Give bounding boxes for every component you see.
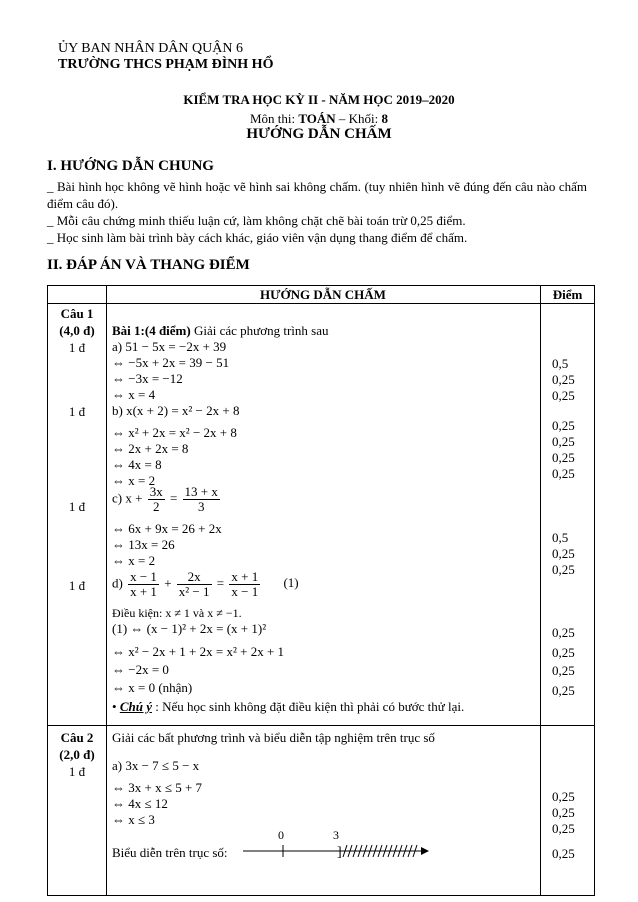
q1d-condition: Điều kiện: x ≠ 1 và x ≠ −1.	[112, 606, 242, 620]
col-header-guide: HƯỚNG DẪN CHẤM	[260, 287, 386, 302]
q1b-line-2: ⇔ x² + 2x = x² − 2x + 8	[112, 425, 237, 440]
note-label: Chú ý	[119, 699, 152, 714]
q1a-line-3: ⇔ −3x = −12	[112, 371, 183, 386]
number-line	[243, 840, 433, 860]
q2-score-3: 0,25	[552, 821, 575, 836]
fraction-denominator: x − 1	[231, 584, 259, 599]
q1-intro	[112, 322, 328, 339]
q1c-line-3: ⇔ x = 2	[112, 553, 156, 568]
q1a-line-1: a) 51 − 5x = −2x + 39	[112, 339, 227, 354]
q1c-fraction-1	[148, 485, 165, 514]
col-divider-1	[106, 286, 107, 895]
q1b-score-3: 0,25	[552, 450, 575, 465]
q1d-fraction-2	[177, 570, 212, 599]
equals-sign: =	[169, 490, 178, 506]
fraction-denominator: 3	[197, 499, 205, 514]
q1b-score-4: 0,25	[552, 466, 575, 481]
section2-title: II. ĐÁP ÁN VÀ THANG ĐIỂM	[47, 257, 250, 273]
q2-total: (2,0 đ)	[59, 747, 95, 762]
exam-subject	[0, 111, 638, 127]
fraction-denominator: 2	[152, 499, 160, 514]
section1-line-2: _ Mỗi câu chứng minh thiếu luận cứ, làm không chặt chẽ bài toán trừ 0,25 điểm.	[47, 213, 466, 228]
q1c-points: 1 đ	[68, 499, 86, 514]
col-divider-2	[540, 286, 541, 895]
q2-axis-label: Biểu diễn trên trục số:	[112, 845, 228, 860]
q1b-line-3: ⇔ 2x + 2x = 8	[112, 441, 189, 456]
fraction-numerator: 2x	[177, 570, 212, 585]
grade-value: 8	[381, 111, 389, 126]
q1-intro-text: Giải các phương trình sau	[190, 323, 329, 338]
q2a-line-2: ⇔ 3x + x ≤ 5 + 7	[112, 780, 203, 795]
subject-prefix: Môn thi:	[249, 111, 299, 126]
q1a-score-1: 0,5	[552, 356, 569, 371]
q2a-line-1: a) 3x − 7 ≤ 5 − x	[112, 758, 200, 773]
q1d-line-2: ⇔ x² − 2x + 1 + 2x = x² + 2x + 1	[112, 644, 285, 659]
q1d-score-4: 0,25	[552, 683, 575, 698]
fraction-numerator: 3x	[149, 484, 163, 499]
subject-name: TOÁN	[298, 111, 336, 126]
q1-intro-bold: Bài 1:(4 điểm)	[112, 323, 191, 338]
axis-tick-label-0: 0	[278, 828, 284, 842]
q2-score-4: 0,25	[552, 846, 575, 861]
q1b-score-1: 0,25	[552, 418, 575, 433]
q1c-line-2: ⇔ 13x = 26	[112, 537, 175, 552]
q1d-fraction-3	[229, 570, 260, 599]
q1d-equation	[112, 570, 299, 599]
q1a-points: 1 đ	[68, 340, 86, 355]
q1c-prefix: c) x +	[112, 490, 143, 506]
fraction-numerator: x + 1	[231, 569, 259, 584]
header-divider	[48, 303, 594, 304]
q1c-score-3: 0,25	[552, 562, 575, 577]
school-name: TRƯỜNG THCS PHẠM ĐÌNH HỔ	[58, 57, 274, 72]
section1-line-3: _ Học sinh làm bài trình bày cách khác, giáo viên vận dụng thang điểm để chấm.	[47, 230, 468, 245]
fraction-denominator: x² − 1	[178, 584, 210, 599]
q1b-line-4: ⇔ 4x = 8	[112, 457, 162, 472]
plus-sign: +	[164, 575, 172, 591]
fraction-numerator: 13 + x	[184, 484, 218, 499]
q1c-fraction-2	[183, 485, 220, 514]
q1b-line-1: b) x(x + 2) = x² − 2x + 8	[112, 403, 240, 418]
equals-sign: =	[216, 575, 225, 591]
arrow-icon	[421, 847, 429, 855]
q2a-line-4: ⇔ x ≤ 3	[112, 812, 155, 827]
q1b-points: 1 đ	[68, 404, 86, 419]
q2-score-2: 0,25	[552, 805, 575, 820]
q1d-score-3: 0,25	[552, 663, 575, 678]
tick-three-bracket: ]	[337, 845, 342, 860]
q1-label: Câu 1	[60, 306, 94, 321]
q1a-line-2: ⇔ −5x + 2x = 39 − 51	[112, 355, 230, 370]
section1-line-1: _ Bài hình học không vẽ hình hoặc vẽ hình sai không chấm. (tuy nhiên hình vẽ đúng đến câu nào chấm điểm câu đó).	[47, 179, 587, 211]
q1c-score-1: 0,5	[552, 530, 569, 545]
q2-label: Câu 2	[60, 730, 94, 745]
q1a-line-4: ⇔ x = 4	[112, 387, 156, 402]
fraction-denominator: x + 1	[130, 584, 157, 599]
q2a-points: 1 đ	[68, 764, 86, 779]
q1d-prefix: d)	[112, 575, 123, 591]
q1-total: (4,0 đ)	[59, 323, 95, 338]
q1d-line-1: (1) ⇔ (x − 1)² + 2x = (x + 1)²	[112, 621, 267, 636]
answer-table	[47, 285, 595, 896]
q1c-score-2: 0,25	[552, 546, 575, 561]
q1d-tag: (1)	[283, 575, 299, 591]
q1d-fraction-1	[128, 570, 159, 599]
axis-tick-label-3: 3	[333, 828, 339, 842]
fraction-numerator: x − 1	[130, 569, 157, 584]
q1a-score-3: 0,25	[552, 388, 575, 403]
exam-title: KIỂM TRA HỌC KỲ II - NĂM HỌC 2019–2020	[183, 92, 455, 107]
note-text: : Nếu học sinh không đặt điều kiện thì phải có bước thử lại.	[151, 699, 465, 714]
q1c-line-1: ⇔ 6x + 9x = 26 + 2x	[112, 521, 222, 536]
grade-prefix: – Khối:	[335, 111, 382, 126]
q1b-score-2: 0,25	[552, 434, 575, 449]
guide-title: HƯỚNG DẪN CHẤM	[246, 126, 392, 142]
q1d-points: 1 đ	[68, 578, 86, 593]
q1c-equation	[112, 485, 222, 514]
bullet-icon: •	[112, 699, 117, 714]
q1d-score-1: 0,25	[552, 625, 575, 640]
q1b-line-5: ⇔ x = 2	[112, 473, 156, 488]
q1a-score-2: 0,25	[552, 372, 575, 387]
row-divider	[48, 725, 594, 726]
col-header-score: Điểm	[552, 287, 583, 302]
q1d-score-2: 0,25	[552, 645, 575, 660]
q2-score-1: 0,25	[552, 789, 575, 804]
authority-name: ỦY BAN NHÂN DÂN QUẬN 6	[58, 41, 243, 56]
q2-intro: Giải các bất phương trình và biểu diễn tập nghiệm trên trục số	[112, 730, 435, 745]
q1d-line-4: ⇔ x = 0 (nhận)	[112, 680, 193, 695]
section1-title: I. HƯỚNG DẪN CHUNG	[47, 158, 214, 174]
q1d-line-3: ⇔ −2x = 0	[112, 662, 169, 677]
q2a-line-3: ⇔ 4x ≤ 12	[112, 796, 168, 811]
q1-note	[112, 698, 464, 715]
